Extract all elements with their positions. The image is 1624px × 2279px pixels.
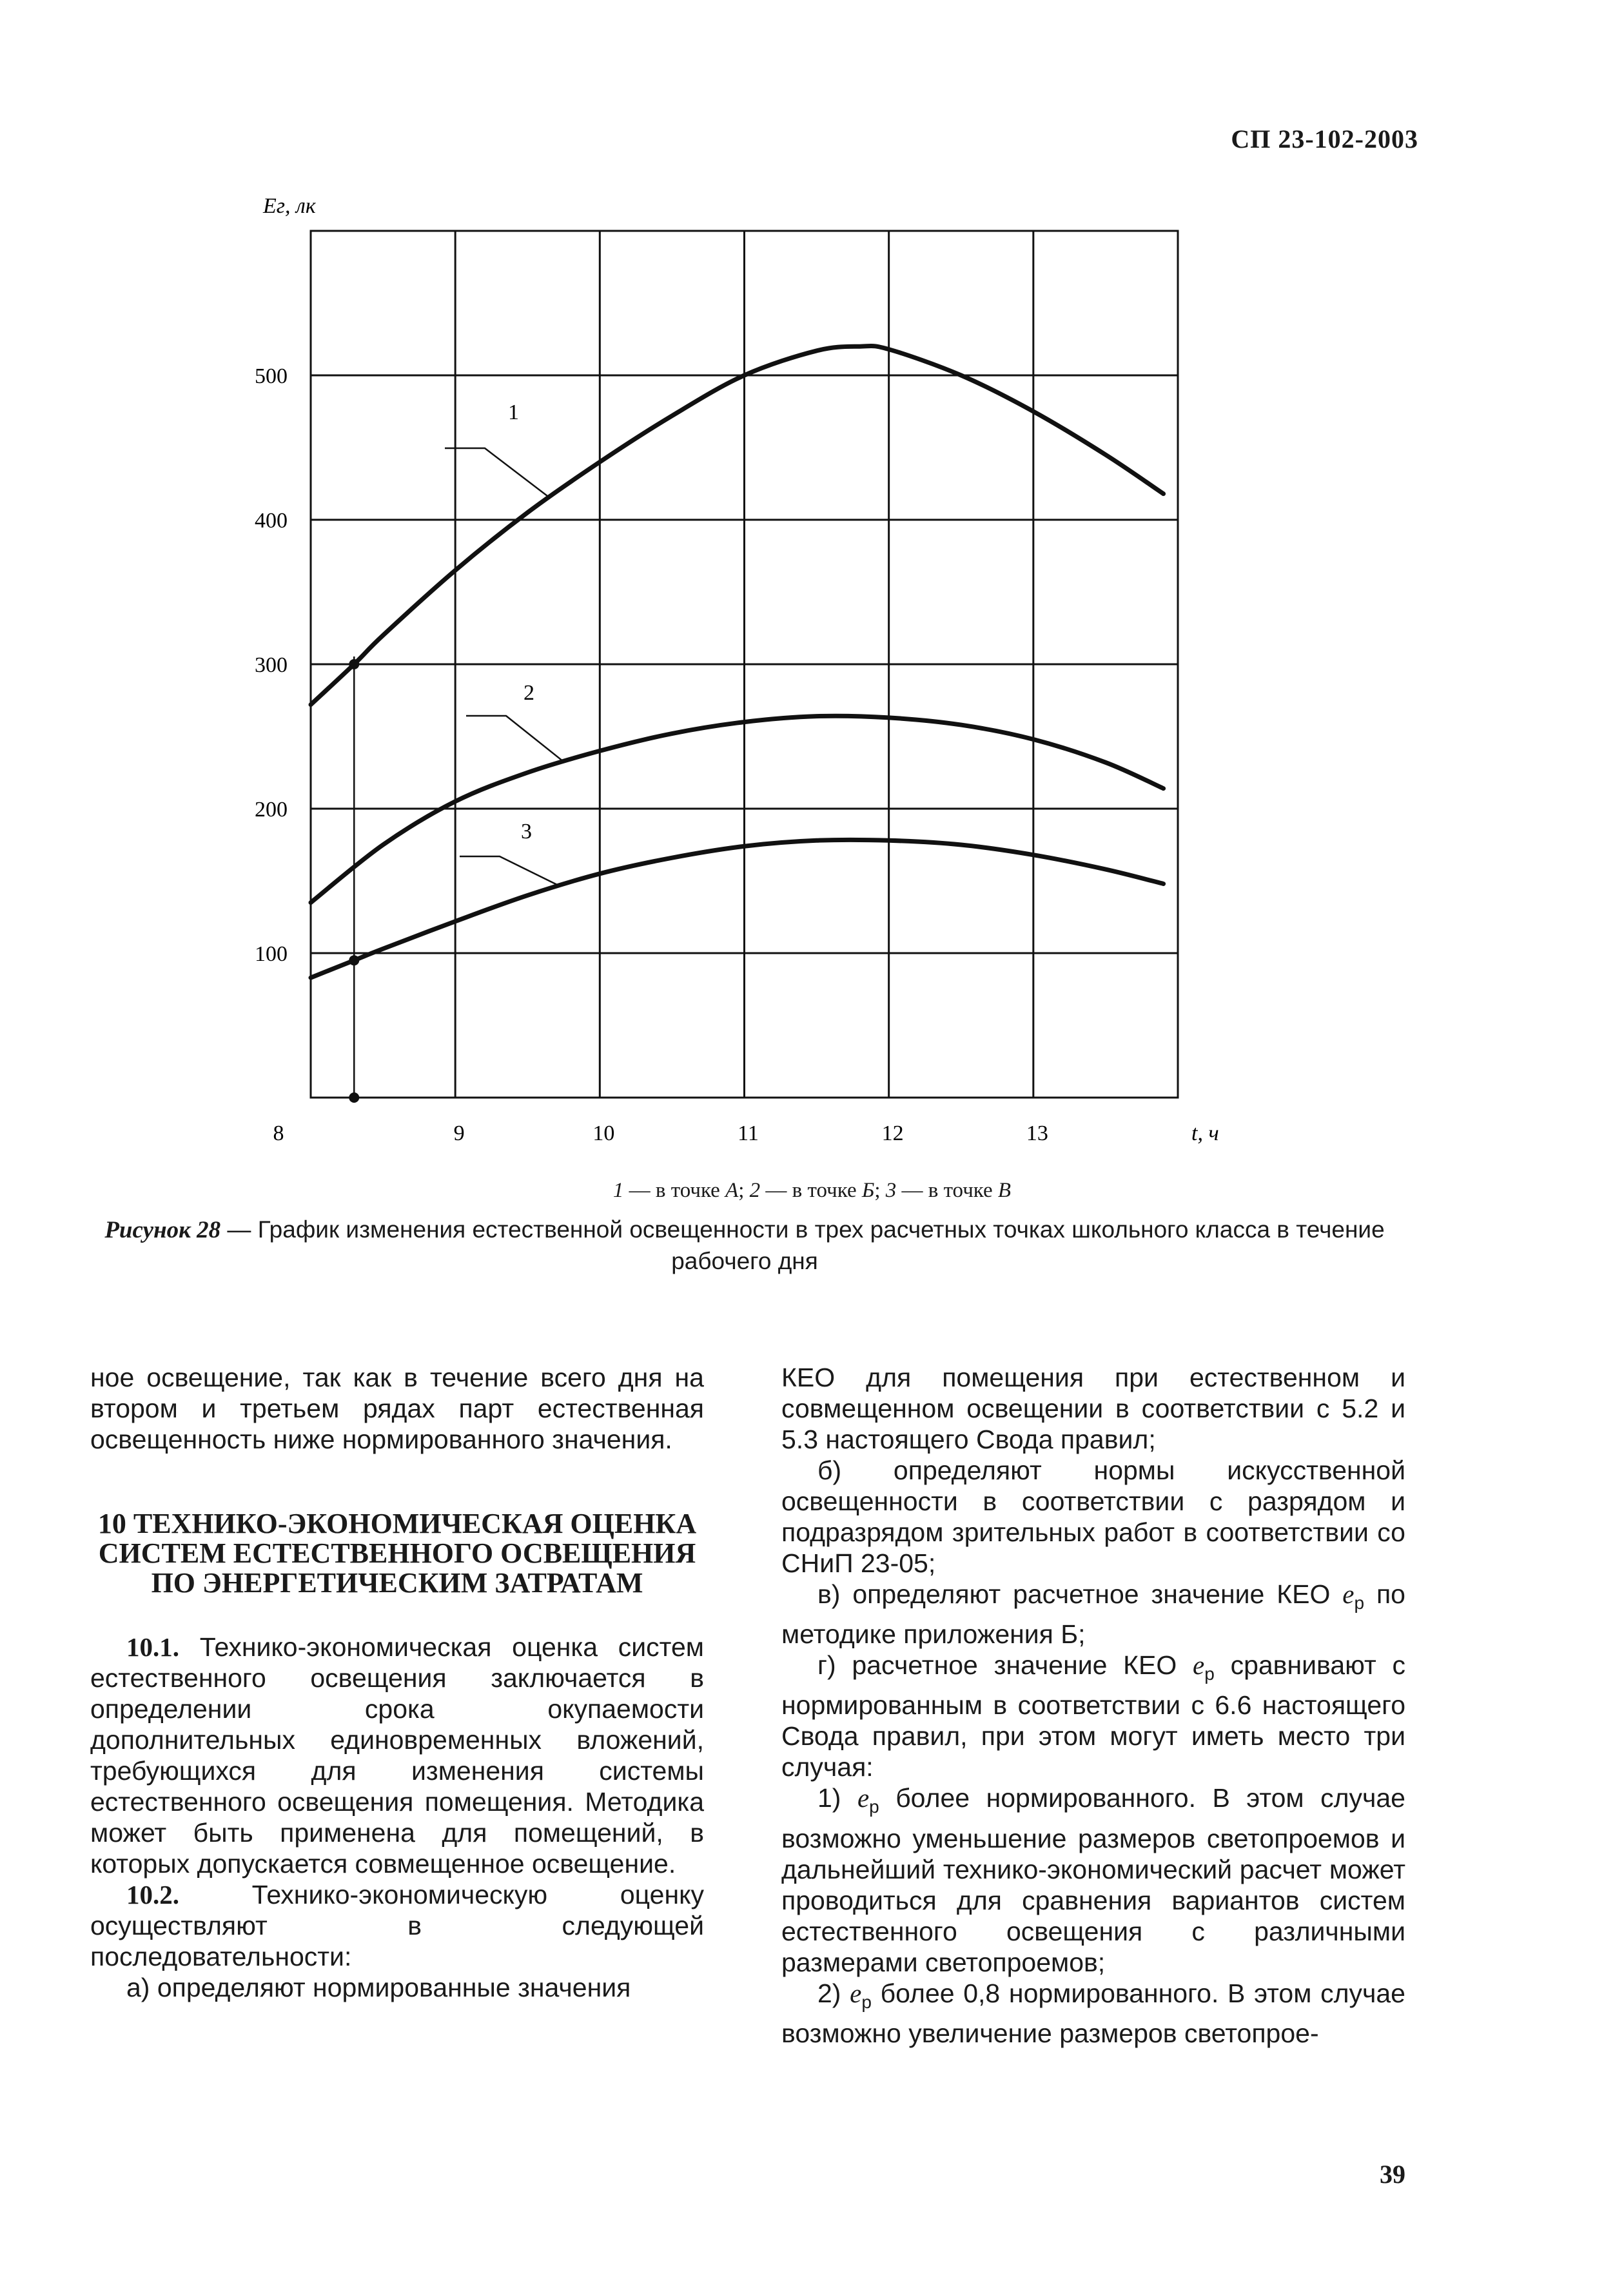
section-title: 10 ТЕХНИКО-ЭКОНОМИЧЕСКАЯ ОЦЕНКА СИСТЕМ ЕСТЕСТВЕННОГО ОСВЕЩЕНИЯ ПО ЭНЕРГЕТИЧЕСКИМ ЗАТРАТАМ: [97, 1508, 697, 1599]
y-axis-label: Eг, лк: [263, 194, 316, 218]
legend-number-3: 3: [885, 1179, 897, 1202]
text-segment: более нормированного. В этом случае возможно уменьшение размеров светопроемов и дальнейший технико-экономический расчет может проводиться для сравнения вариантов систем естественного освещения с различными размерами светопроемов;: [781, 1783, 1405, 1977]
legend-separator: ;: [738, 1179, 750, 1202]
chart-legend: [0, 1179, 1624, 1203]
x-axis-label: t, ч: [1191, 1121, 1219, 1145]
clause-number: 10.2.: [126, 1880, 179, 1909]
figure-caption: [90, 1214, 1399, 1277]
paragraph-continuation: ное освещение, так как в течение всего дня на втором и третьем рядах парт естественная освещенность ниже нормированного значения.: [90, 1363, 704, 1454]
clause-text: Технико-экономическая оценка систем естественного освещения заключается в определении срока окупаемости дополнительных единовременных вложений, требующихся для изменения системы естественного освещения помещения. Методика может быть применена для помещений, в которых допускается совмещенное освещение.: [90, 1632, 704, 1879]
variable-e: e: [850, 1978, 862, 2008]
y-tick-label: 300: [255, 653, 288, 677]
curve-3: [311, 840, 1164, 978]
x-tick-label: 13: [1026, 1121, 1048, 1145]
paragraph-10-2: [90, 1879, 704, 1972]
callout-label-1: 1: [508, 400, 519, 424]
x-tick-label: 10: [592, 1121, 615, 1145]
right-column: [781, 1362, 1405, 2049]
legend-number-2: 2: [749, 1179, 761, 1202]
text-segment: по методике приложения Б;: [781, 1579, 1405, 1650]
text-segment: 2): [817, 1978, 850, 2008]
variable-e: e: [857, 1783, 870, 1813]
paragraph-10-1: [90, 1632, 704, 1879]
x-tick-label: 11: [738, 1121, 759, 1145]
marker-dot-axis: [349, 1092, 359, 1103]
callout-leader-1: [445, 448, 549, 497]
text-segment: более 0,8 нормированного. В этом случае возможно увеличение размеров светопрое-: [781, 1978, 1405, 2048]
y-tick-label: 500: [255, 364, 288, 388]
text-segment: сравнивают с нормированным в соответствии с 6.6 настоящего Свода правил, при этом могут иметь место три случая:: [781, 1650, 1405, 1782]
x-tick-label: 12: [881, 1121, 904, 1145]
x-tick-label: 8: [273, 1121, 284, 1145]
variable-subscript: р: [861, 1991, 872, 2012]
document-code: СП 23-102-2003: [1231, 124, 1418, 153]
variable-subscript: р: [1354, 1593, 1365, 1613]
legend-point-2: Б: [861, 1179, 875, 1202]
legend-text-2: — в точке: [760, 1179, 862, 1202]
variable-e: e: [1193, 1650, 1205, 1681]
left-column: [90, 1362, 704, 2003]
case-1: [781, 1782, 1405, 1977]
callout-label-2: 2: [523, 681, 534, 705]
marker-dot-series-1: [349, 659, 359, 669]
figure-caption-label: Рисунок 28: [104, 1217, 221, 1243]
text-segment: 1): [817, 1783, 857, 1813]
callout-leader-3: [460, 856, 560, 886]
curve-1: [311, 346, 1164, 704]
callout-leader-2: [466, 716, 563, 762]
legend-point-1: А: [725, 1179, 739, 1202]
x-tick-label: 9: [453, 1121, 465, 1145]
legend-text-3: — в точке: [896, 1179, 998, 1202]
text-segment: г) расчетное значение КЕО: [817, 1650, 1193, 1681]
clause-text: Технико-экономическую оценку осуществляют в следующей последовательности:: [90, 1880, 704, 1971]
variable-e: e: [1342, 1579, 1355, 1609]
y-tick-label: 400: [255, 509, 288, 533]
page-number: 39: [1380, 2160, 1405, 2189]
list-item-g: [781, 1650, 1405, 1782]
list-item-a-continuation: КЕО для помещения при естественном и совмещенном освещении в соответствии с 5.2 и 5.3 настоящего Свода правил;: [781, 1363, 1405, 1454]
chart-grid: [311, 231, 1178, 1103]
legend-point-3: В: [997, 1179, 1012, 1202]
y-tick-label: 200: [255, 798, 288, 822]
variable-subscript: р: [1204, 1664, 1215, 1684]
text-segment: в) определяют расчетное значение КЕО: [817, 1579, 1343, 1609]
marker-dot-series-3: [349, 955, 359, 965]
list-item-v: [781, 1579, 1405, 1650]
y-tick-label: 100: [255, 942, 288, 966]
list-item-b: б) определяют нормы искусственной освещенности в соответствии с разрядом и подразрядом зрительных работ в соответствии со СНиП 23-05;: [781, 1455, 1405, 1578]
clause-number: 10.1.: [126, 1632, 179, 1662]
legend-separator: ;: [874, 1179, 886, 1202]
legend-text-1: — в точке: [623, 1179, 726, 1202]
callout-label-3: 3: [521, 820, 532, 844]
case-2: [781, 1978, 1405, 2049]
variable-subscript: р: [869, 1797, 879, 1817]
list-item-a: а) определяют нормированные значения: [126, 1973, 631, 2002]
chart-curves: [311, 346, 1164, 978]
legend-number-1: 1: [612, 1179, 624, 1202]
chart-labels: [255, 194, 1219, 1145]
figure-caption-text: — График изменения естественной освещенности в трех расчетных точках школьного класса в течение рабочего дня: [220, 1216, 1385, 1274]
